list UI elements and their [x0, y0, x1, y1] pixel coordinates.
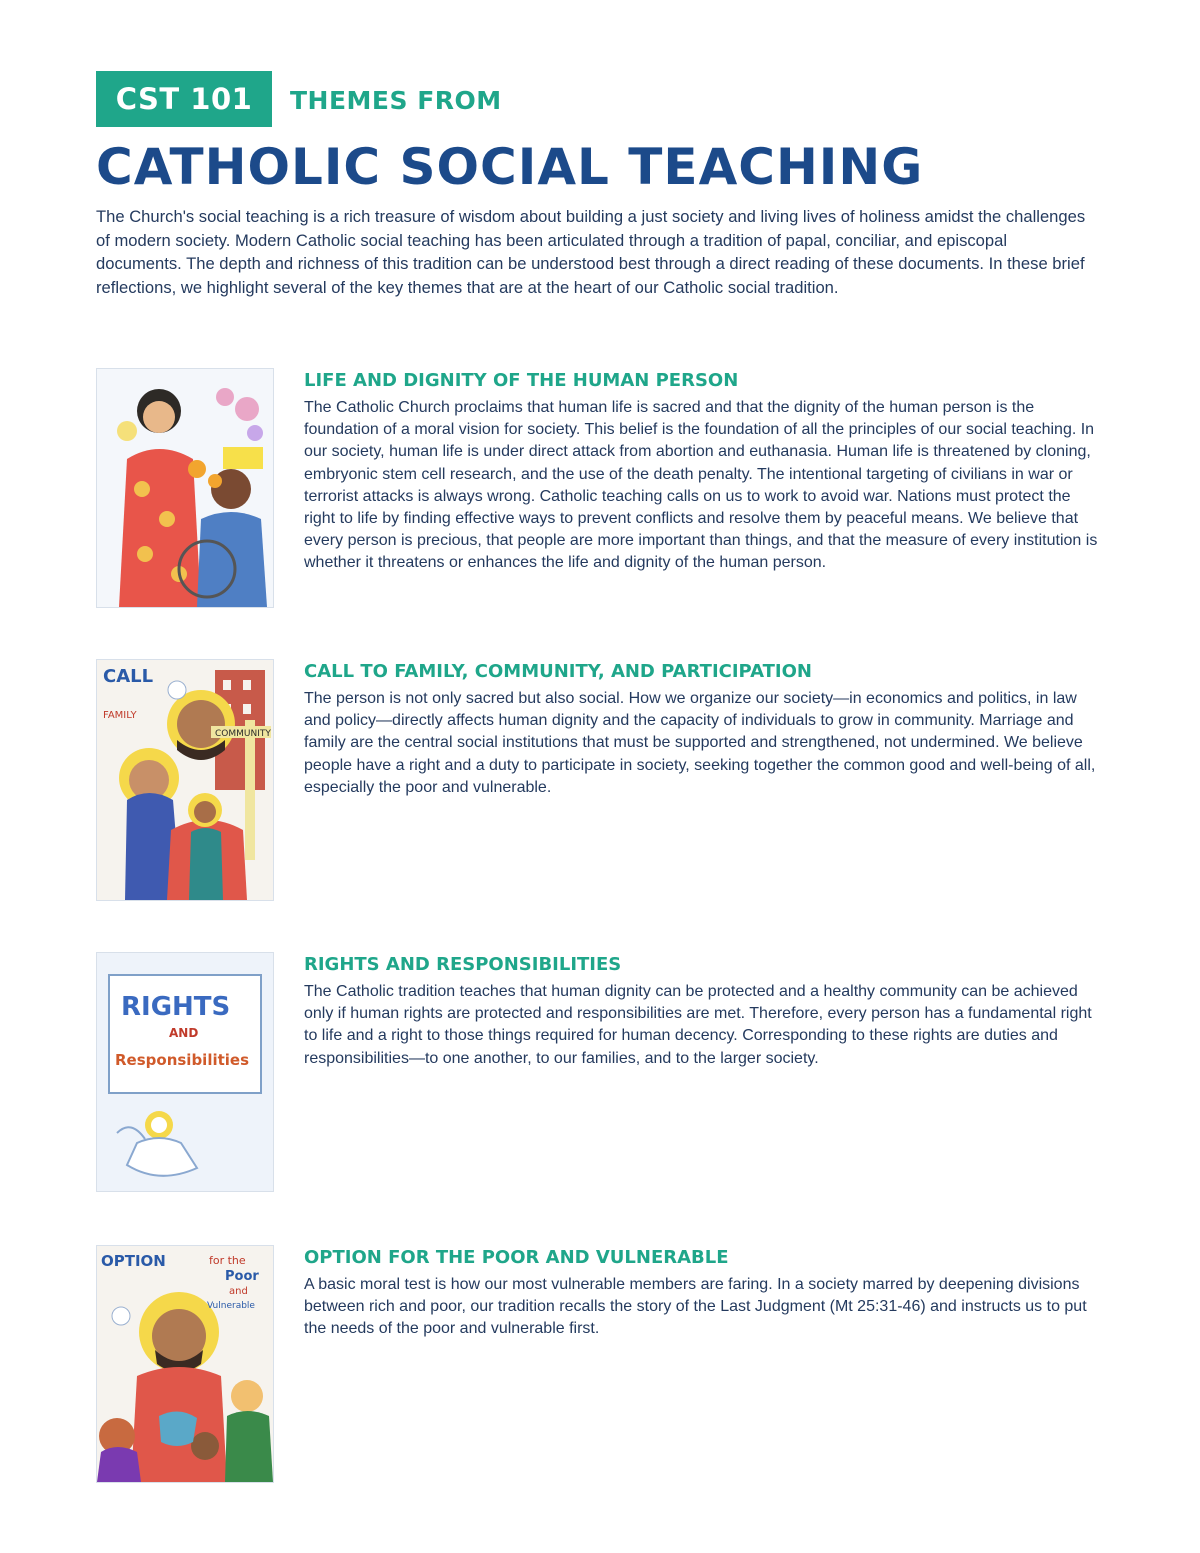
section-title: CALL TO FAMILY, COMMUNITY, AND PARTICIPATION — [304, 661, 812, 682]
section-text: The Catholic tradition teaches that human dignity can be protected and a healthy community can be achieved only if human rights are protected and responsibilities are met. Therefore, every person has a fundamental right to life and a right to those things required for human decency. Corresponding to these rights are duties and responsibilities—to one another, to our families, and to the larger society. — [304, 983, 1092, 1067]
section-text: The Catholic Church proclaims that human life is sacred and that the dignity of the human person is the foundation of a moral vision for society. This belief is the foundation of all the principles of our social teaching. In our society, human life is under direct attack from abortion and euthanasia. Human life is threatened by cloning, embryonic stem cell research, and the use of the death penalty. The intentional targeting of civilians in war or terrorist attacks is always wrong. Catholic teaching calls on us to work to avoid war. Nations must protect the right to life by finding effective ways to prevent conflicts and resolve them by peaceful means. We believe that every person is precious, that people are more important than things, and that the measure of every institution is whether it threatens or enhances the life and dignity of the human person. — [304, 399, 1098, 572]
art-label: COMMUNITY — [215, 729, 271, 739]
course-badge: CST 101 — [96, 71, 272, 127]
art-label: Vulnerable — [207, 1301, 255, 1311]
rights-responsibilities-illustration — [96, 952, 274, 1192]
page-kicker: THEMES FROM — [290, 86, 502, 115]
section-text: The person is not only sacred but also social. How we organize our society—in economics and politics, in law and policy—directly affects human dignity and the capacity of individuals to grow in community. Marriage and family are the central social institutions that must be supported and strengthened, not undermined. We believe people have a right and a duty to participate in society, seeking together the common good and well-being of all, especially the poor and vulnerable. — [304, 690, 1096, 796]
family-community-illustration — [96, 659, 274, 901]
art-label: and — [229, 1286, 248, 1297]
option-poor-illustration — [96, 1245, 274, 1483]
page-title: CATHOLIC SOCIAL TEACHING — [96, 138, 924, 196]
family-community-body — [304, 661, 1104, 799]
art-label: RIGHTS — [121, 992, 231, 1022]
rights-responsibilities-body — [304, 954, 1104, 1070]
art-label: Responsibilities — [115, 1051, 250, 1069]
section-text: A basic moral test is how our most vulnerable members are faring. In a society marred by deepening divisions between rich and poor, our tradition recalls the story of the Last Judgment (Mt 25:31-46) and instructs us to put the needs of the poor and vulnerable first. — [304, 1276, 1087, 1338]
section-title: RIGHTS AND RESPONSIBILITIES — [304, 954, 622, 975]
intro-paragraph: The Church's social teaching is a rich treasure of wisdom about building a just society and living lives of holiness amidst the challenges of modern society. Modern Catholic social teaching has been articulated through a tradition of papal, conciliar, and episcopal documents. The depth and richness of this tradition can be understood best through a direct reading of these documents. In these brief reflections, we highlight several of the key themes that are at the heart of our Catholic social tradition. — [96, 207, 1086, 297]
art-label: Poor — [225, 1269, 259, 1284]
art-label: CALL — [103, 666, 154, 687]
section-title: LIFE AND DIGNITY OF THE HUMAN PERSON — [304, 370, 739, 391]
life-dignity-illustration — [96, 368, 274, 608]
art-label: for the — [209, 1254, 246, 1267]
art-label: AND — [169, 1026, 199, 1040]
section-title: OPTION FOR THE POOR AND VULNERABLE — [304, 1247, 729, 1268]
art-label: OPTION — [101, 1252, 166, 1270]
art-label: FAMILY — [103, 710, 137, 721]
option-poor-body — [304, 1247, 1104, 1341]
life-dignity-body — [304, 370, 1104, 575]
